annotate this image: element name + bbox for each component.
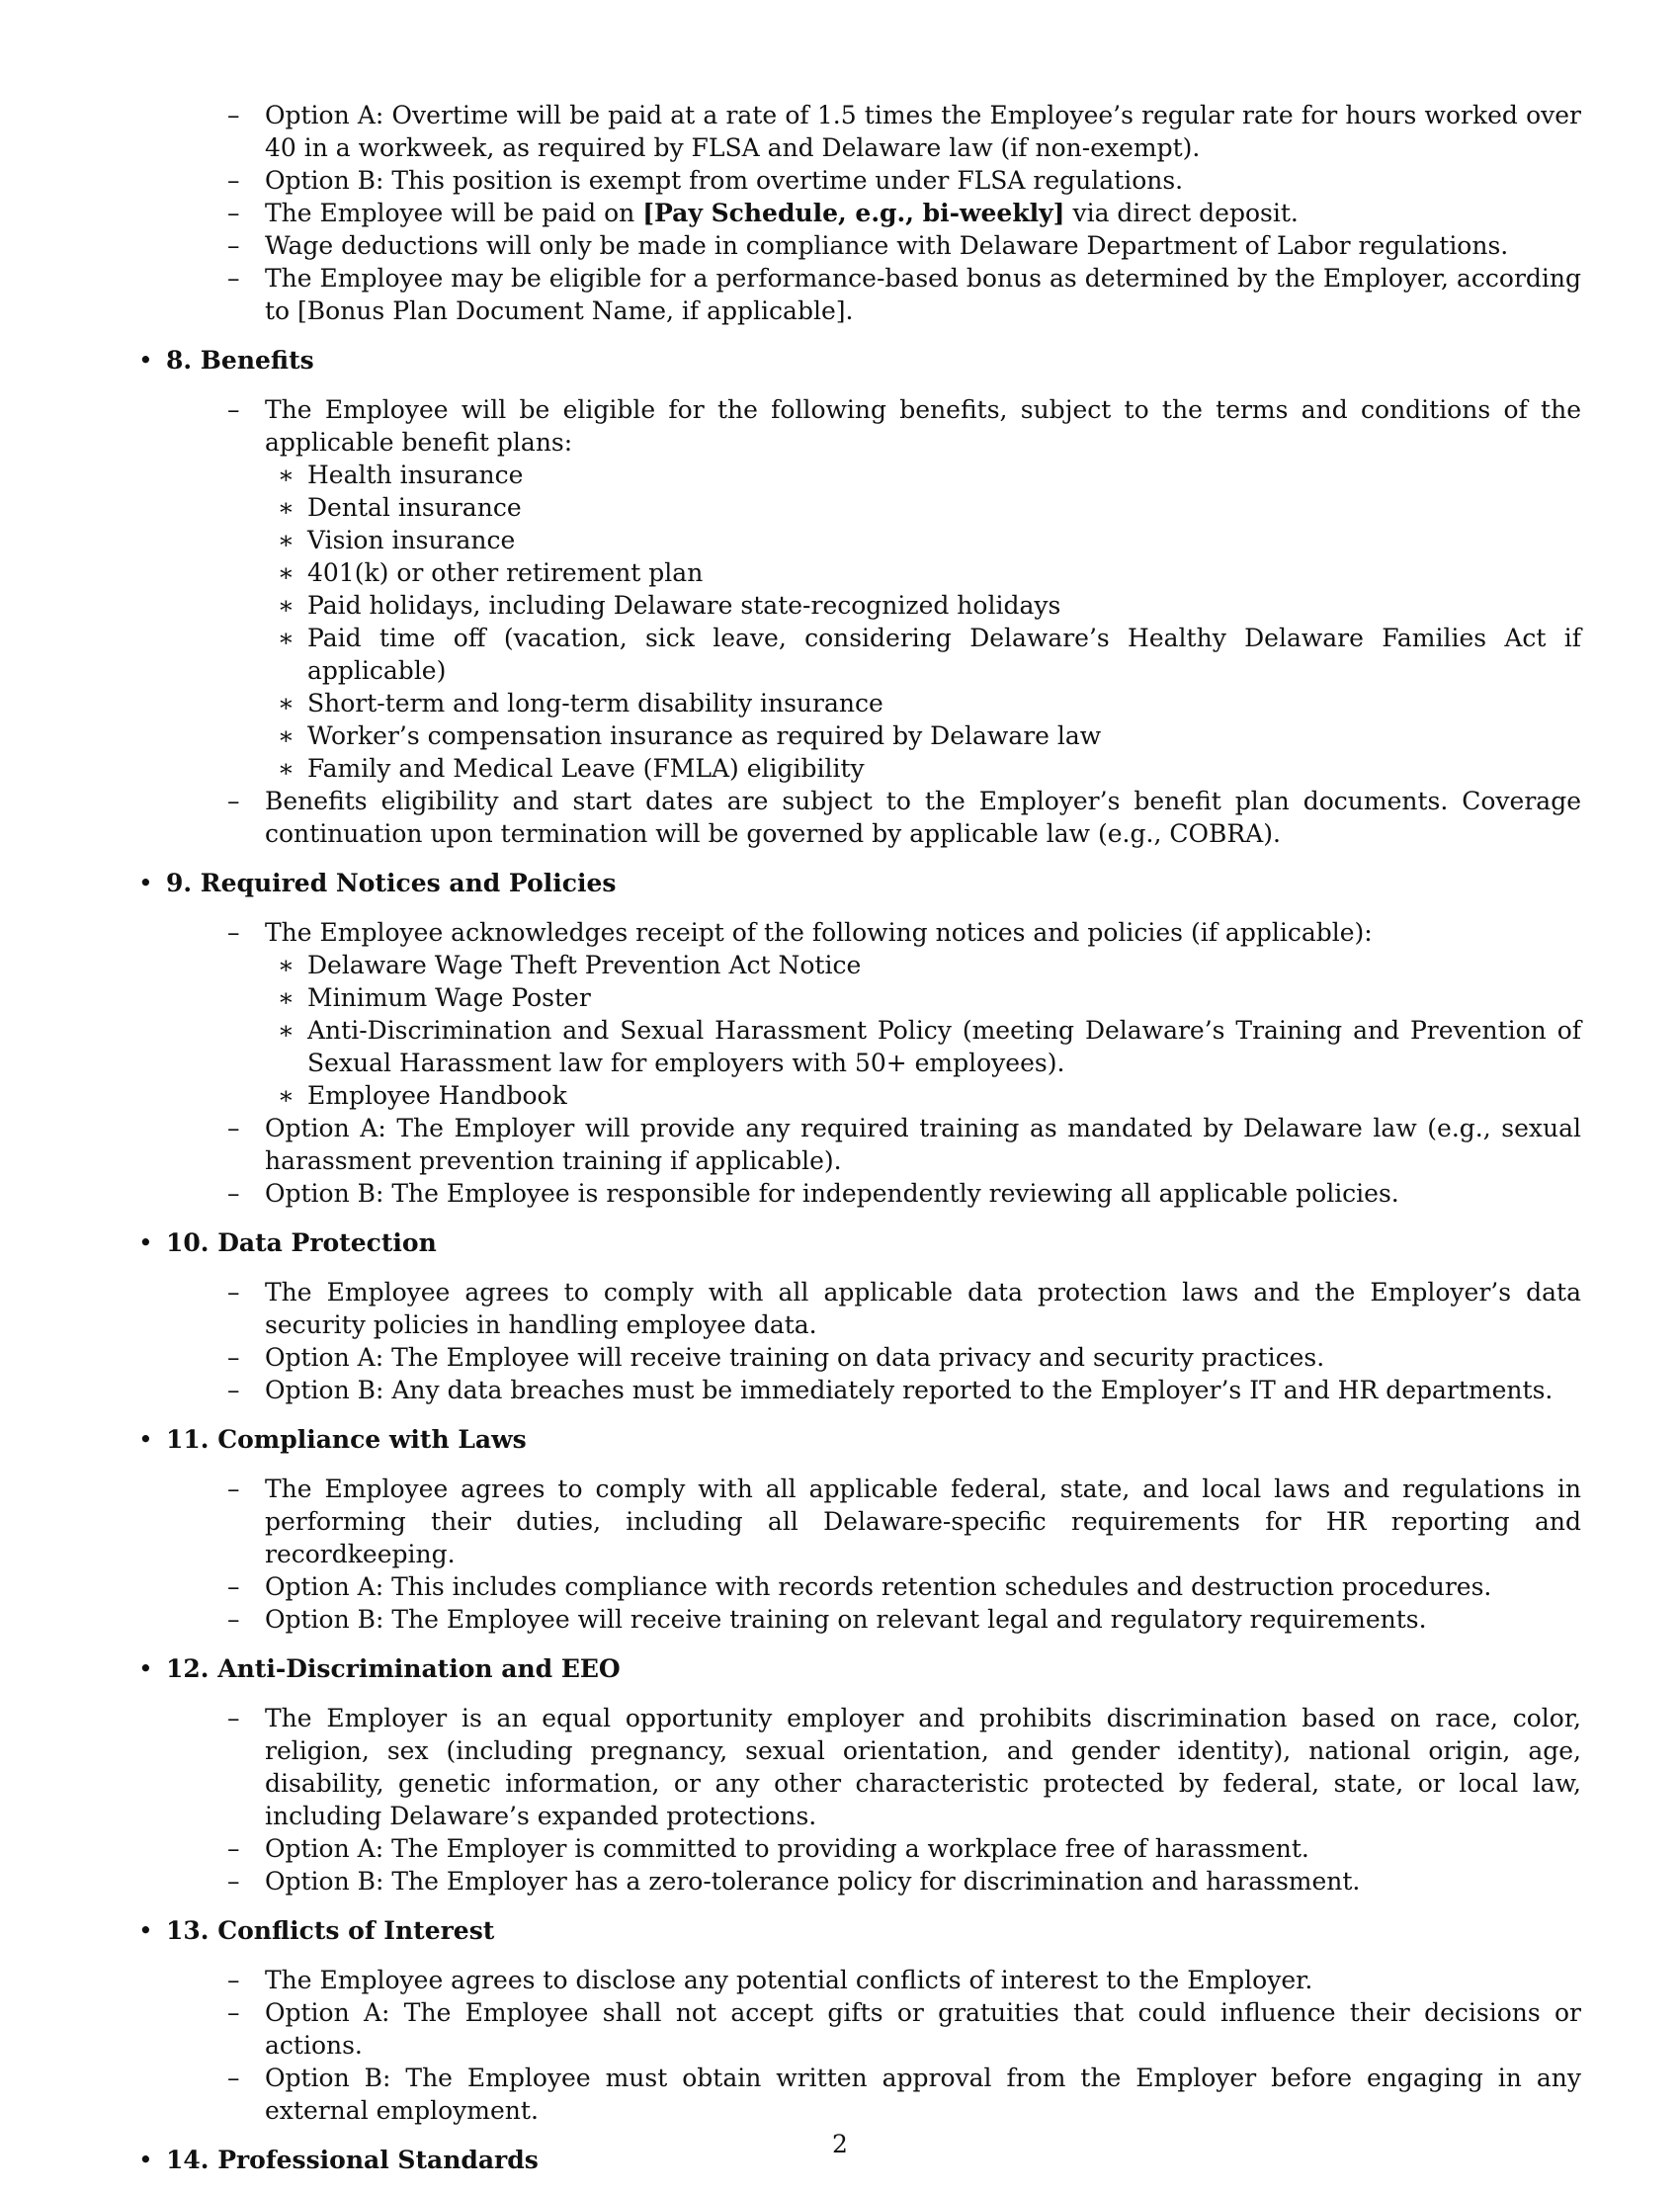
intro-list bbox=[138, 99, 1581, 327]
list-item bbox=[227, 197, 1581, 229]
section-heading: • 12. Anti-Discrimination and EEO bbox=[138, 1652, 1581, 1685]
list-item: – Option A: Overtime will be paid at a rate of 1.5 times the Employee’s regular rate for hours worked over 40 in a workweek, as required by FLSA and Delaware law (if non-exempt). bbox=[227, 99, 1581, 164]
sub-list-item: ∗ Delaware Wage Theft Prevention Act Notice bbox=[278, 949, 1581, 981]
section-heading: • 10. Data Protection bbox=[138, 1226, 1581, 1259]
list-item: – Wage deductions will only be made in compliance with Delaware Department of Labor regulations. bbox=[227, 229, 1581, 262]
list-item: – Option A: The Employer is committed to providing a workplace free of harassment. bbox=[227, 1832, 1581, 1865]
sub-list-item: ∗ Health insurance bbox=[278, 459, 1581, 491]
list-item: – Benefits eligibility and start dates are subject to the Employer’s benefit plan documents. Coverage continuation upon termination will be governed by applicable law (e.g., COBRA). bbox=[227, 785, 1581, 850]
sub-list-item: ∗ Family and Medical Leave (FMLA) eligibility bbox=[278, 752, 1581, 785]
section-heading: • 13. Conflicts of Interest bbox=[138, 1914, 1581, 1947]
list-item: – Option A: This includes compliance with records retention schedules and destruction procedures. bbox=[227, 1570, 1581, 1603]
list-item: – The Employee agrees to comply with all applicable federal, state, and local laws and regulations in performing their duties, including all Delaware-specific requirements for HR reporting and recordkeeping. bbox=[227, 1473, 1581, 1570]
section-heading: • 14. Professional Standards bbox=[138, 2144, 1581, 2176]
list-item: – Option B: Any data breaches must be immediately reported to the Employer’s IT and HR departments. bbox=[227, 1374, 1581, 1406]
sub-list-item: ∗ Minimum Wage Poster bbox=[278, 981, 1581, 1014]
list-item: – Option A: The Employer will provide any required training as mandated by Delaware law (e.g., sexual harassment prevention training if applicable). bbox=[227, 1112, 1581, 1177]
list-item: – Option B: The Employee is responsible for independently reviewing all applicable policies. bbox=[227, 1177, 1581, 1210]
sub-list-item: ∗ Anti-Discrimination and Sexual Harassment Policy (meeting Delaware’s Training and Prevention of Sexual Harassment law for employers with 50+ employees). bbox=[278, 1014, 1581, 1079]
pay-schedule-placeholder: [Pay Schedule, e.g., bi-weekly] bbox=[642, 199, 1065, 227]
list-item: – The Employee agrees to comply with all applicable data protection laws and the Employer’s data security policies in handling employee data. bbox=[227, 1276, 1581, 1341]
page-number: 2 bbox=[832, 2130, 848, 2158]
list-item: – The Employee may be eligible for a performance-based bonus as determined by the Employer, according to [Bonus Plan Document Name, if applicable]. bbox=[227, 262, 1581, 327]
sub-list-item: ∗ Paid holidays, including Delaware state-recognized holidays bbox=[278, 589, 1581, 622]
list-item: – Option B: This position is exempt from overtime under FLSA regulations. bbox=[227, 164, 1581, 197]
list-item: – Option B: The Employee must obtain written approval from the Employer before engaging in any external employment. bbox=[227, 2062, 1581, 2127]
list-item: – Option A: The Employee will receive training on data privacy and security practices. bbox=[227, 1341, 1581, 1374]
document-body bbox=[138, 99, 1581, 2193]
sub-list-item: ∗ Employee Handbook bbox=[278, 1079, 1581, 1112]
list-item: – Option B: The Employer has a zero-tolerance policy for discrimination and harassment. bbox=[227, 1865, 1581, 1898]
list-item: – Option A: The Employee shall not accept gifts or gratuities that could influence their decisions or actions. bbox=[227, 1996, 1581, 2062]
section-heading: • 9. Required Notices and Policies bbox=[138, 867, 1581, 899]
sub-list-item: ∗ Worker’s compensation insurance as required by Delaware law bbox=[278, 719, 1581, 752]
section-heading: • 11. Compliance with Laws bbox=[138, 1423, 1581, 1456]
sub-list-item: ∗ Paid time off (vacation, sick leave, considering Delaware’s Healthy Delaware Families Act if applicable) bbox=[278, 622, 1581, 687]
list-item: – The Employee acknowledges receipt of the following notices and policies (if applicable): bbox=[227, 916, 1581, 949]
sub-list-item: ∗ Short-term and long-term disability insurance bbox=[278, 687, 1581, 719]
sub-list-item: ∗ Vision insurance bbox=[278, 524, 1581, 556]
sub-list-item: ∗ Dental insurance bbox=[278, 491, 1581, 524]
sub-list-item: ∗ 401(k) or other retirement plan bbox=[278, 556, 1581, 589]
section-heading: • 8. Benefits bbox=[138, 344, 1581, 377]
list-item: – Option B: The Employee will receive training on relevant legal and regulatory requirements. bbox=[227, 1603, 1581, 1636]
list-item: – The Employer is an equal opportunity employer and prohibits discrimination based on race, color, religion, sex (including pregnancy, sexual orientation, and gender identity), national origin, age, disability, genetic information, or any other characteristic protected by federal, state, or local law, including Delaware’s expanded protections. bbox=[227, 1702, 1581, 1832]
item-text: The Employee will be paid on bbox=[265, 199, 643, 227]
item-text: via direct deposit. bbox=[1064, 199, 1299, 227]
list-item: – The Employee will be eligible for the following benefits, subject to the terms and conditions of the applicable benefit plans: bbox=[227, 393, 1581, 459]
list-item: – The Employee agrees to disclose any potential conflicts of interest to the Employer. bbox=[227, 1964, 1581, 1996]
